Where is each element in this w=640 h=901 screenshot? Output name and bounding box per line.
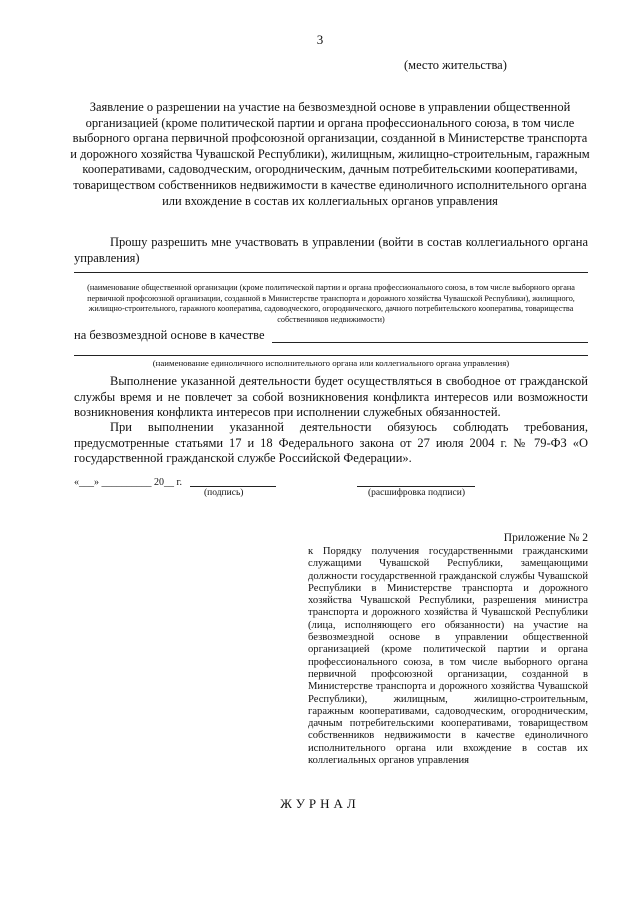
- journal-heading: ЖУРНАЛ: [280, 796, 360, 811]
- annex-text: к Порядку получения государственными гражданскими служащими Чувашской Республики, замещающими должности государственной гражданской службы Чувашской Республики в Министерстве транспорта и дорожного хозяйства Чувашской Республики, разрешения министра транспорта и дорожного хозяйства й Чувашской Республики (лица, исполняющего его обязанности) на участие на безвозмездной основе в управлении общественной организацией (кроме политической партии и органа профессионального союза, в том числе выборного органа первичной профсоюзной организации, созданной в Министерстве транспорта и дорожного хозяйства Чувашской Республики), жилищным, жилищно-строительным, гаражным кооперативами, садоводческим, огородническим, дачным потребительскими кооперативами, товариществом собственников недвижимости в качестве единоличного исполнительного органа или вхождение в состав их коллегиальных органов управления: [308, 546, 588, 767]
- org-name-line: [74, 272, 588, 273]
- signature-decode-line: [357, 486, 475, 487]
- residence-label: (место жительства): [404, 58, 507, 72]
- capacity-label: на безвозмездной основе в качестве: [74, 328, 265, 342]
- org-name-note: (наименование общественной организации (кроме политической партии и органа профессионального союза, в том числе выборного органа первичной профсоюзной организации, созданной в Министерстве транспорта и дорожного хозяйства Чувашской Республики), жилищного, жилищно-строительного, гаражного кооператива, садоводческого, огороднического, дачного потребительского кооператива, товарищества собственников недвижимости): [87, 283, 575, 324]
- signature-label: (подпись): [204, 488, 244, 498]
- signature-line: [190, 486, 276, 487]
- capacity-line-2: [74, 355, 588, 356]
- signature-decode-label: (расшифровка подписи): [368, 488, 465, 498]
- page-number: 3: [316, 32, 324, 47]
- application-title: Заявление о разрешении на участие на безвозмездной основе в управлении общественной организацией (кроме политической партии и органа профессионального союза, в том числе выборного органа первичной профсоюзной организации, созданной в Министерстве транспорта и дорожного хозяйства Чувашской Республики), жилищным, жилищно-строительным, гаражным кооперативами, садоводческим, огородническим, дачным потребительскими кооперативами, товариществом собственников недвижимости в качестве единоличного исполнительного органа или вхождение в состав их коллегиальных органов управления: [70, 100, 590, 208]
- request-text: Прошу разрешить мне участвовать в управлении (войти в состав коллегиального органа управления): [74, 235, 588, 265]
- annex-title: Приложение № 2: [503, 532, 588, 544]
- date-line: «___» __________ 20__ г.: [74, 477, 182, 488]
- capacity-line: [272, 342, 588, 343]
- requirements-paragraph: При выполнении указанной деятельности обязуюсь соблюдать требования, предусмотренные статьями 17 и 18 Федерального закона от 27 июля 2004 г. № 79-ФЗ «О государственной гражданской службе Российской Федерации».: [74, 420, 588, 465]
- capacity-note: (наименование единоличного исполнительного органа или коллегиального органа управления): [152, 358, 510, 368]
- conflict-paragraph: Выполнение указанной деятельности будет осуществляться в свободное от гражданской службы время и не повлечет за собой возникновения конфликта интересов или возможности возникновения конфликта интересов при исполнении служебных обязанностей.: [74, 374, 588, 419]
